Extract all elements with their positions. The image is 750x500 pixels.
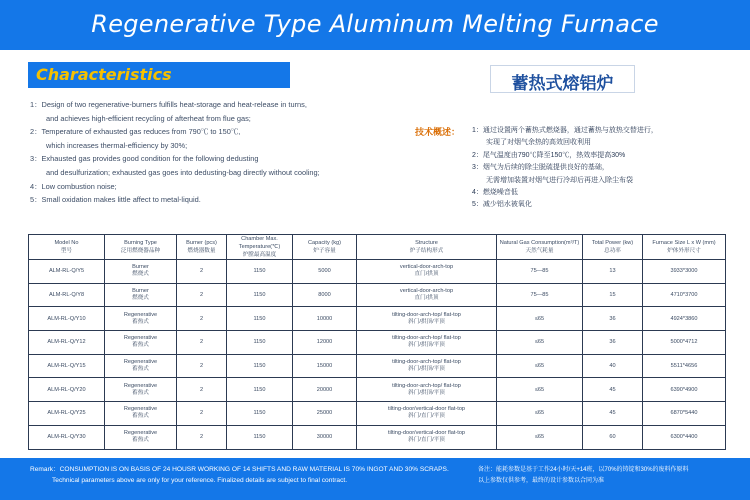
table-cell: 1150	[227, 402, 293, 426]
cn-title: 蓄热式熔铝炉	[511, 74, 614, 93]
table-cell: 60	[583, 425, 643, 449]
table-cell-line: Regenerative	[123, 382, 158, 389]
table-cell	[357, 307, 497, 331]
table-cell-line: Burner	[132, 264, 149, 271]
remark-banner	[0, 458, 750, 500]
column-header-en: Burning Type	[124, 240, 157, 246]
table-cell	[357, 378, 497, 402]
table-cell: 3933*3000	[643, 260, 726, 284]
table-cell	[105, 283, 177, 307]
table-cell: ALM-RL-Q/Y30	[29, 425, 105, 449]
table-body	[29, 260, 726, 450]
column-header-cn: 型号	[60, 248, 73, 254]
table-cell-line: 燃烧式	[132, 295, 149, 302]
title-banner	[0, 0, 750, 50]
table-cell	[357, 331, 497, 355]
column-header-en: Model No	[54, 240, 79, 246]
table-cell-line: tilting-door-arch-top/ flat-top	[392, 335, 461, 342]
table-cell: ALM-RL-Q/Y20	[29, 378, 105, 402]
column-header-en: Capacity (kg)	[308, 240, 341, 246]
table-cell: 1150	[227, 354, 293, 378]
characteristic-line-cn: 实现了对烟气余热的高效回收利用	[486, 139, 591, 147]
characteristic-line: 1：Design of two regenerative-burners fulfills heat-storage and heat-release in turns,	[30, 100, 307, 109]
table-cell: 6300*4400	[643, 425, 726, 449]
table-cell-line: 斜门/直门/平顶	[408, 413, 445, 420]
table-cell-line: 斜门/拱顶/平顶	[408, 389, 445, 396]
page-title: Regenerative Type Aluminum Melting Furnace	[91, 10, 659, 38]
table-cell: 40	[583, 354, 643, 378]
table-cell-line: 斜门/拱顶/平顶	[408, 318, 445, 325]
column-header-cn: 炉体外形尺寸	[667, 248, 701, 254]
table-cell: 5000*4712	[643, 331, 726, 355]
table-cell: ≤65	[497, 425, 583, 449]
remark-cn-line-1: 备注：能耗参数是基于工作24小时/天+14班，以70%的铸锭和30%的废料作原料	[478, 467, 689, 473]
table-cell-line: 斜门/直门/平顶	[408, 437, 445, 444]
characteristic-item-en	[30, 193, 460, 207]
table-cell: 2	[177, 283, 227, 307]
table-cell: 2	[177, 260, 227, 284]
table-cell: 5000	[293, 260, 357, 284]
table-row	[29, 425, 726, 449]
table-cell	[105, 307, 177, 331]
table-cell-line: tilting-door-arch-top/ flat-top	[392, 311, 461, 318]
table-cell	[105, 260, 177, 284]
table-cell	[105, 354, 177, 378]
column-header	[643, 235, 726, 260]
table-cell-line: 蓄热式	[132, 342, 149, 349]
remark-cn	[478, 465, 743, 487]
table-cell: 1150	[227, 283, 293, 307]
table-cell: 15000	[293, 354, 357, 378]
cn-title-box	[490, 65, 635, 93]
characteristic-line-cn: 5：减少铝水被氧化	[472, 201, 532, 209]
table-cell	[105, 331, 177, 355]
characteristic-line: and achieves high-efficient recycling of afterheat from flue gas;	[46, 113, 251, 123]
table-cell: ALM-RL-Q/Y12	[29, 331, 105, 355]
table-cell: ALM-RL-Q/Y25	[29, 402, 105, 426]
column-header	[105, 235, 177, 260]
column-header-cn: 燃烧器数量	[187, 248, 216, 254]
characteristic-line: and desulfurization; exhausted gas goes into dedusting-bag directly without cooling;	[46, 167, 320, 177]
table-cell: 6390*4900	[643, 378, 726, 402]
table-cell: 10000	[293, 307, 357, 331]
table-cell: 13	[583, 260, 643, 284]
table-cell: 25000	[293, 402, 357, 426]
characteristic-line-cn: 3：烟气为后续的除尘脱硫提供良好的基础，	[472, 164, 609, 172]
table-cell: 1150	[227, 307, 293, 331]
table-cell: 2	[177, 331, 227, 355]
column-header-en: Chamber Max. Temperature(℃)	[238, 236, 281, 250]
table-cell: 1150	[227, 378, 293, 402]
table-cell	[357, 402, 497, 426]
characteristic-item-cn	[472, 187, 742, 199]
characteristic-item-cn	[472, 150, 742, 162]
column-header-cn: 总功率	[604, 248, 621, 254]
table-cell: 4924*3860	[643, 307, 726, 331]
table-cell	[357, 260, 497, 284]
table-cell-line: 蓄热式	[132, 318, 149, 325]
table-cell: ≤65	[497, 378, 583, 402]
table-cell	[357, 354, 497, 378]
table-cell: 1150	[227, 425, 293, 449]
table-row	[29, 260, 726, 284]
remark-cn-line-2: 以上参数仅供参考，最终的设计参数以合同为准	[478, 478, 605, 484]
characteristic-item-en	[30, 152, 460, 179]
characteristic-item-en	[30, 180, 460, 194]
characteristics-list-cn	[472, 125, 742, 212]
table-cell	[357, 425, 497, 449]
characteristic-item-en	[30, 125, 460, 152]
spec-table	[28, 234, 726, 450]
characteristic-line-cn: 2：尾气温度由790℃降至150℃，热效率提高30%	[472, 151, 626, 159]
remark-line-1: Remark：CONSUMPTION IS ON BASIS OF 24 HOUSR WORKING OF 14 SHIFTS AND RAW MATERIAL IS 70% INGOT AND 30% SCRAPS.	[30, 466, 449, 473]
table-cell: 1150	[227, 331, 293, 355]
table-cell: 45	[583, 378, 643, 402]
table-cell: 2	[177, 425, 227, 449]
table-cell: 5511*4656	[643, 354, 726, 378]
table-cell-line: Regenerative	[123, 406, 158, 413]
table-cell-line: Regenerative	[123, 335, 158, 342]
table-cell: ALM-RL-Q/Y10	[29, 307, 105, 331]
table-cell	[105, 425, 177, 449]
table-cell: 2	[177, 378, 227, 402]
table-cell: 45	[583, 402, 643, 426]
table-cell: ≤65	[497, 331, 583, 355]
characteristics-title: Characteristics	[36, 65, 172, 84]
column-header	[497, 235, 583, 260]
characteristics-list-en	[30, 98, 460, 207]
column-header-en: Burner (pcs)	[186, 240, 217, 246]
table-cell: 2	[177, 402, 227, 426]
table-cell-line: tilting-door-arch-top/ flat-top	[392, 359, 461, 366]
table-cell-line: 直门/拱顶	[414, 295, 439, 302]
column-header-cn: 炉膛最高温度	[242, 252, 277, 258]
characteristic-line-cn: 1：通过设置两个蓄热式燃烧器，通过蓄热与放热交替进行，	[472, 127, 658, 134]
characteristic-item-cn	[472, 125, 742, 150]
column-header	[357, 235, 497, 260]
characteristic-line-cn: 4：燃烧噪音低	[472, 189, 518, 197]
column-header	[177, 235, 227, 260]
column-header	[227, 235, 293, 260]
table-row	[29, 283, 726, 307]
characteristic-line: 5：Small oxidation makes little affect to metal-liquid.	[30, 195, 201, 205]
table-cell: ALM-RL-Q/Y8	[29, 283, 105, 307]
table-cell: 20000	[293, 378, 357, 402]
column-header-cn: 炉子结构形式	[409, 248, 444, 254]
column-header	[583, 235, 643, 260]
table-cell: 12000	[293, 331, 357, 355]
table-cell: 75—85	[497, 260, 583, 284]
characteristic-item-en	[30, 98, 460, 125]
column-header	[293, 235, 357, 260]
table-cell-line: 燃烧式	[132, 271, 149, 278]
column-header-cn: 泛用燃烧器品种	[120, 248, 161, 254]
table-cell: 30000	[293, 425, 357, 449]
table-cell: 36	[583, 331, 643, 355]
characteristic-item-cn	[472, 199, 742, 211]
column-header-cn: 天然气耗量	[525, 248, 554, 254]
table-row	[29, 354, 726, 378]
table-cell-line: 斜门/拱顶/平顶	[408, 342, 445, 349]
characteristic-line: which increases thermal-efficiency by 30%;	[46, 140, 188, 150]
table-cell-line: tilting-door/vertical-door flat-top	[387, 430, 466, 437]
table-cell-line: 蓄热式	[132, 437, 149, 444]
table-cell: 36	[583, 307, 643, 331]
table-cell: 6870*5440	[643, 402, 726, 426]
table-cell	[357, 283, 497, 307]
table-cell: ALM-RL-Q/Y5	[29, 260, 105, 284]
table-cell: 15	[583, 283, 643, 307]
table-cell: ALM-RL-Q/Y15	[29, 354, 105, 378]
table-cell	[105, 402, 177, 426]
tech-overview-label: 技术概述：	[415, 127, 461, 137]
table-row	[29, 402, 726, 426]
column-header-en: Total Power (kw)	[591, 240, 634, 246]
table-row	[29, 307, 726, 331]
table-cell: ≤65	[497, 402, 583, 426]
column-header-en: Natural Gas Consumption(m³/T)	[499, 240, 580, 246]
table-cell: 8000	[293, 283, 357, 307]
table-cell-line: vertical-door-arch-top	[399, 264, 454, 271]
table-cell: ≤65	[497, 354, 583, 378]
characteristic-item-cn	[472, 162, 742, 187]
table-cell-line: Regenerative	[123, 311, 158, 318]
table-cell: 2	[177, 354, 227, 378]
table-cell-line: 蓄热式	[132, 366, 149, 373]
table-cell: 4710*3700	[643, 283, 726, 307]
table-header-row	[29, 235, 726, 260]
characteristic-line: 2：Temperature of exhausted gas reduces from 790℃ to 150℃,	[30, 127, 241, 137]
column-header-cn: 炉子容量	[313, 248, 336, 254]
table-cell-line: Regenerative	[123, 359, 158, 366]
table-cell-line: Burner	[132, 288, 149, 295]
table-cell: ≤65	[497, 307, 583, 331]
column-header-en: Structure	[415, 240, 438, 246]
table-cell-line: 蓄热式	[132, 413, 149, 420]
table-cell	[105, 378, 177, 402]
column-header	[29, 235, 105, 260]
remark-en	[30, 464, 470, 486]
column-header-en: Furnace Size L x W (mm)	[652, 240, 716, 246]
characteristic-line-cn: 无需增加装置对烟气进行冷却后再进入除尘布袋	[486, 176, 633, 184]
table-cell-line: 蓄热式	[132, 389, 149, 396]
table-cell-line: tilting-door/vertical-door flat-top	[387, 406, 466, 413]
table-row	[29, 331, 726, 355]
table-cell: 75—85	[497, 283, 583, 307]
table-cell-line: 直门/拱顶	[414, 271, 439, 278]
table-cell: 1150	[227, 260, 293, 284]
table-cell: 2	[177, 307, 227, 331]
table-cell-line: 斜门/拱顶/平顶	[408, 366, 445, 373]
table-row	[29, 378, 726, 402]
remark-line-2: Technical parameters above are only for your reference. Finalized details are subject to final contract.	[52, 477, 348, 484]
table-cell-line: Regenerative	[123, 430, 158, 437]
table-cell-line: vertical-door-arch-top	[399, 288, 454, 295]
characteristic-line: 3：Exhausted gas provides good condition for the following dedusting	[30, 154, 259, 164]
characteristics-banner	[28, 62, 290, 88]
table-cell-line: tilting-door-arch-top/ flat-top	[392, 382, 461, 389]
characteristic-line: 4：Low combustion noise;	[30, 181, 117, 191]
